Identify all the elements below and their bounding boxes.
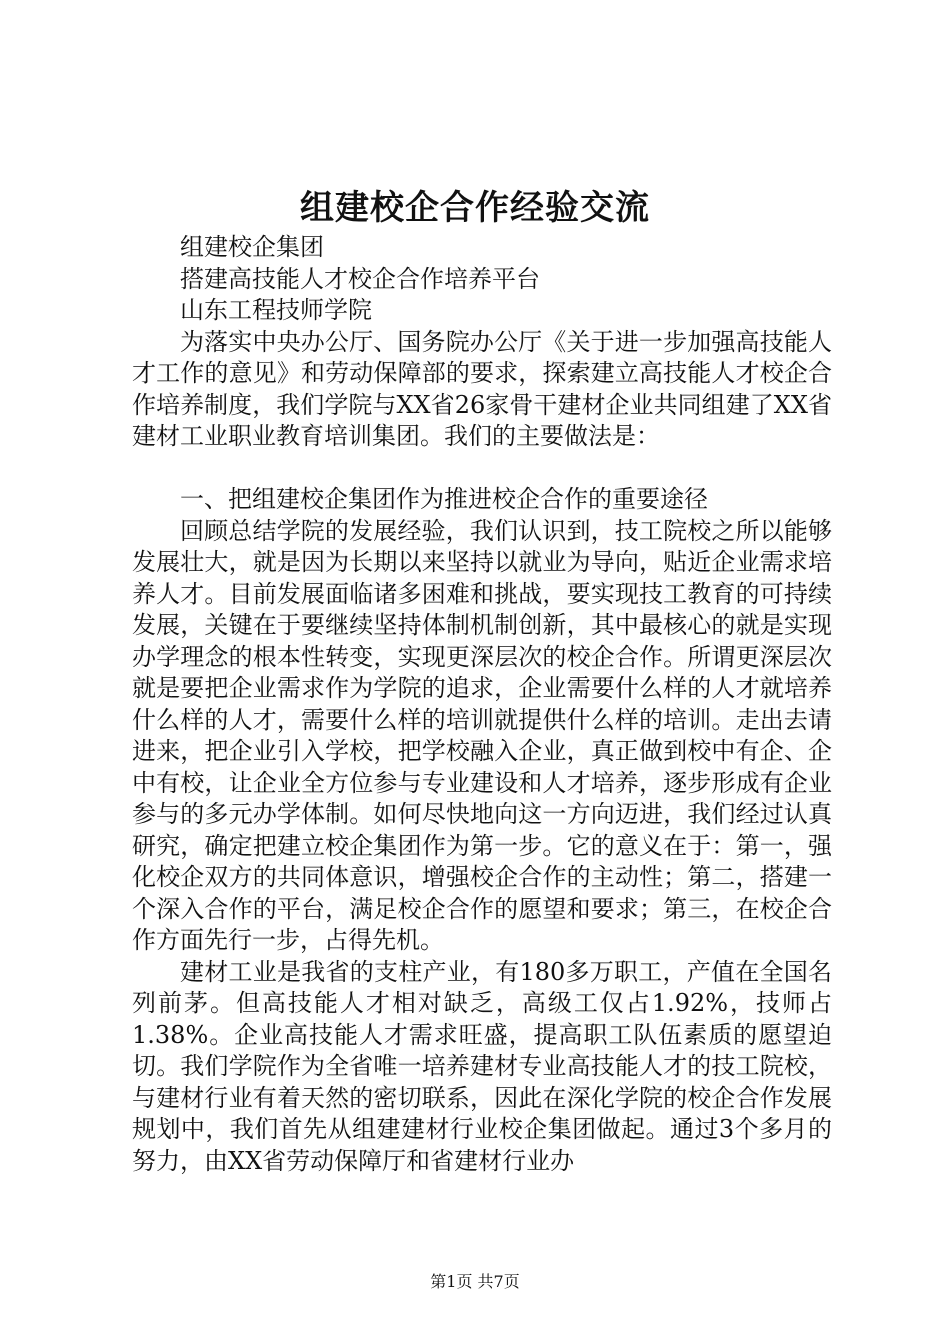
document-body	[132, 232, 832, 1177]
section-heading: 一、把组建校企集团作为推进校企合作的重要途径	[180, 485, 708, 513]
author-line: 山东工程技师学院	[180, 296, 372, 324]
paragraph: 建材工业是我省的支柱产业，有180多万职工，产值在全国名列前茅。但高技能人才相对缺乏，高级工仅占1.92%，技师占1.38%。企业高技能人才需求旺盛，提高职工队伍素质的愿望迫切。我们学院作为全省唯一培养建材专业高技能人才的技工院校，与建材行业有着天然的密切联系，因此在深化学院的校企合作发展规划中，我们首先从组建建材行业校企集团做起。通过3个多月的努力，由XX省劳动保障厅和省建材行业办	[132, 957, 832, 1175]
document-title: 组建校企合作经验交流	[300, 188, 650, 228]
page-footer: 第1页 共7页	[430, 1272, 520, 1291]
paragraph: 为落实中央办公厅、国务院办公厅《关于进一步加强高技能人才工作的意见》和劳动保障部的要求，探索建立高技能人才校企合作培养制度，我们学院与XX省26家骨干建材企业共同组建了XX省建材工业职业教育培训集团。我们的主要做法是：	[132, 327, 832, 450]
subtitle-line: 搭建高技能人才校企合作培养平台	[180, 264, 540, 293]
paragraph: 回顾总结学院的发展经验，我们认识到，技工院校之所以能够发展壮大，就是因为长期以来坚持以就业为导向，贴近企业需求培养人才。目前发展面临诸多困难和挑战，要实现技工教育的可持续发展，关键在于要继续坚持体制机制创新，其中最核心的就是实现办学理念的根本性转变，实现更深层次的校企合作。所谓更深层次就是要把企业需求作为学院的追求，企业需要什么样的人才就培养什么样的人才，需要什么样的培训就提供什么样的培训。走出去请进来，把企业引入学校，把学校融入企业，真正做到校中有企、企中有校，让企业全方位参与专业建设和人才培养，逐步形成有企业参与的多元办学体制。如何尽快地向这一方向迈进，我们经过认真研究，确定把建立校企集团作为第一步。它的意义在于：第一，强化校企双方的共同体意识，增强校企合作的主动性；第二，搭建一个深入合作的平台，满足校企合作的愿望和要求；第三，在校企合作方面先行一步，占得先机。	[132, 516, 832, 954]
paragraph-gap	[132, 453, 832, 485]
subtitle-line: 组建校企集团	[180, 233, 324, 261]
